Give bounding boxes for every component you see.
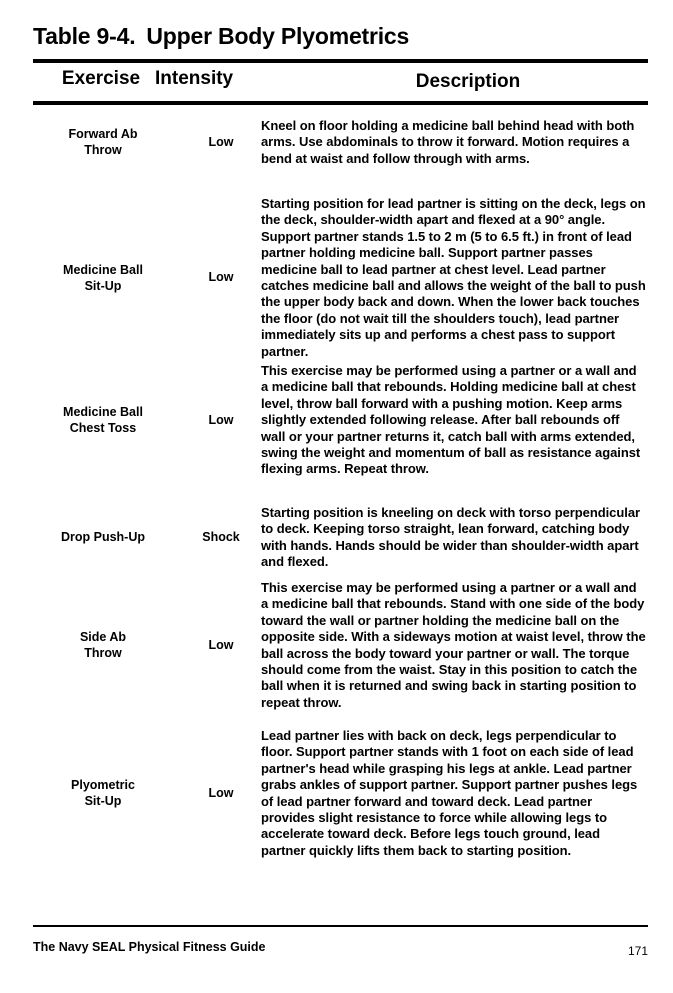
cell-exercise-name: Medicine Ball Chest Toss <box>63 405 143 435</box>
cell-intensity-value: Low <box>208 786 234 800</box>
table-row-inner <box>33 505 648 571</box>
page-title <box>33 22 648 50</box>
table-title-block <box>33 22 648 50</box>
header-divider-rule <box>33 101 648 105</box>
cell-exercise-name: Drop Push-Up <box>60 530 146 544</box>
table-number: Table 9-4. <box>33 23 136 49</box>
column-header-exercise: Exercise <box>61 68 141 89</box>
table-row <box>33 196 648 360</box>
column-header-description: Description <box>415 71 521 92</box>
cell-description-text: Lead partner lies with back on deck, legs perpendicular to floor. Support partner stands with 1 foot on each side of lead partner's head while grasping his legs at ankle. Lead partner grabs ankles of support partner. Support partner pushes legs of lead partner forward and toward deck. Lead partner provides slight resistance to force while allowing legs to accelerate toward deck. Before legs touch ground, lead partner quickly lifts them back to starting position. <box>261 728 638 858</box>
table-header-row <box>33 68 648 102</box>
table-title-text: Upper Body Plyometrics <box>146 23 410 49</box>
cell-intensity-value: Low <box>208 413 234 427</box>
table-row-inner <box>33 118 648 167</box>
table-row <box>33 363 648 478</box>
cell-intensity-value: Shock <box>202 530 240 544</box>
cell-intensity-value: Low <box>208 135 234 149</box>
cell-description-text: Starting position is kneeling on deck with torso perpendicular to deck. Keeping torso straight, lean forward, catching body with hands. Hands should be wider than shoulder-width apart and flexed. <box>261 505 641 570</box>
table-row <box>33 580 648 711</box>
table-row <box>33 728 648 859</box>
cell-description-text: This exercise may be performed using a partner or a wall and a medicine ball that rebounds. Holding medicine ball at chest level, throw ball forward with a pushing motion. Keep arms slightly extended following release. After ball rebounds off wall or your partner returns it, catch ball with arms extended, swing the weight and momentum of ball as resistance against flexing arms. Repeat throw. <box>261 363 641 477</box>
footer-page-number: 171 <box>627 944 648 958</box>
cell-description-text: This exercise may be performed using a partner or a wall and a medicine ball that rebounds. Stand with one side of the body toward the wall or partner holding the medicine ball on the opposite side. With a sideways motion at waist level, throw the ball across the body toward your partner or wall. The torque should come from the waist. Stay in this position to catch the ball when it is returned and swing back in starting position to repeat throw. <box>261 580 646 710</box>
table-row-inner <box>33 580 648 711</box>
cell-exercise-name: Forward Ab Throw <box>68 127 138 157</box>
footer-book-title: The Navy SEAL Physical Fitness Guide <box>33 940 266 954</box>
column-header-intensity: Intensity <box>155 68 234 89</box>
table-row <box>33 118 648 167</box>
cell-exercise-name: Plyometric Sit-Up <box>71 778 135 808</box>
cell-exercise-name: Side Ab Throw <box>79 630 127 660</box>
cell-intensity-value: Low <box>208 270 234 284</box>
footer-divider-rule <box>33 925 648 927</box>
table-row-inner <box>33 728 648 859</box>
table-row-inner <box>33 196 648 360</box>
cell-description-text: Kneel on floor holding a medicine ball behind head with both arms. Use abdominals to throw it forward. Motion requires a bend at waist and follow through with arms. <box>261 118 635 166</box>
title-divider-rule <box>33 59 648 63</box>
table-row <box>33 505 648 571</box>
cell-exercise-name: Medicine Ball Sit-Up <box>63 263 143 293</box>
cell-intensity-value: Low <box>208 638 234 652</box>
table-row-inner <box>33 363 648 478</box>
page-footer <box>33 940 648 960</box>
cell-description-text: Starting position for lead partner is sitting on the deck, legs on the deck, shoulder-width apart and flexed at a 90° angle. Support partner stands 1.5 to 2 m (5 to 6.5 ft.) in front of lead partner holding medicine ball. Support partner passes medicine ball to lead partner at chest level. Lead partner catches medicine ball and allows the weight of the ball to push the upper body back and down. When the lower back touches the floor (do not wait till the shoulders touch), lead partner immediately sits up and performs a chest pass to support partner. <box>261 196 646 359</box>
